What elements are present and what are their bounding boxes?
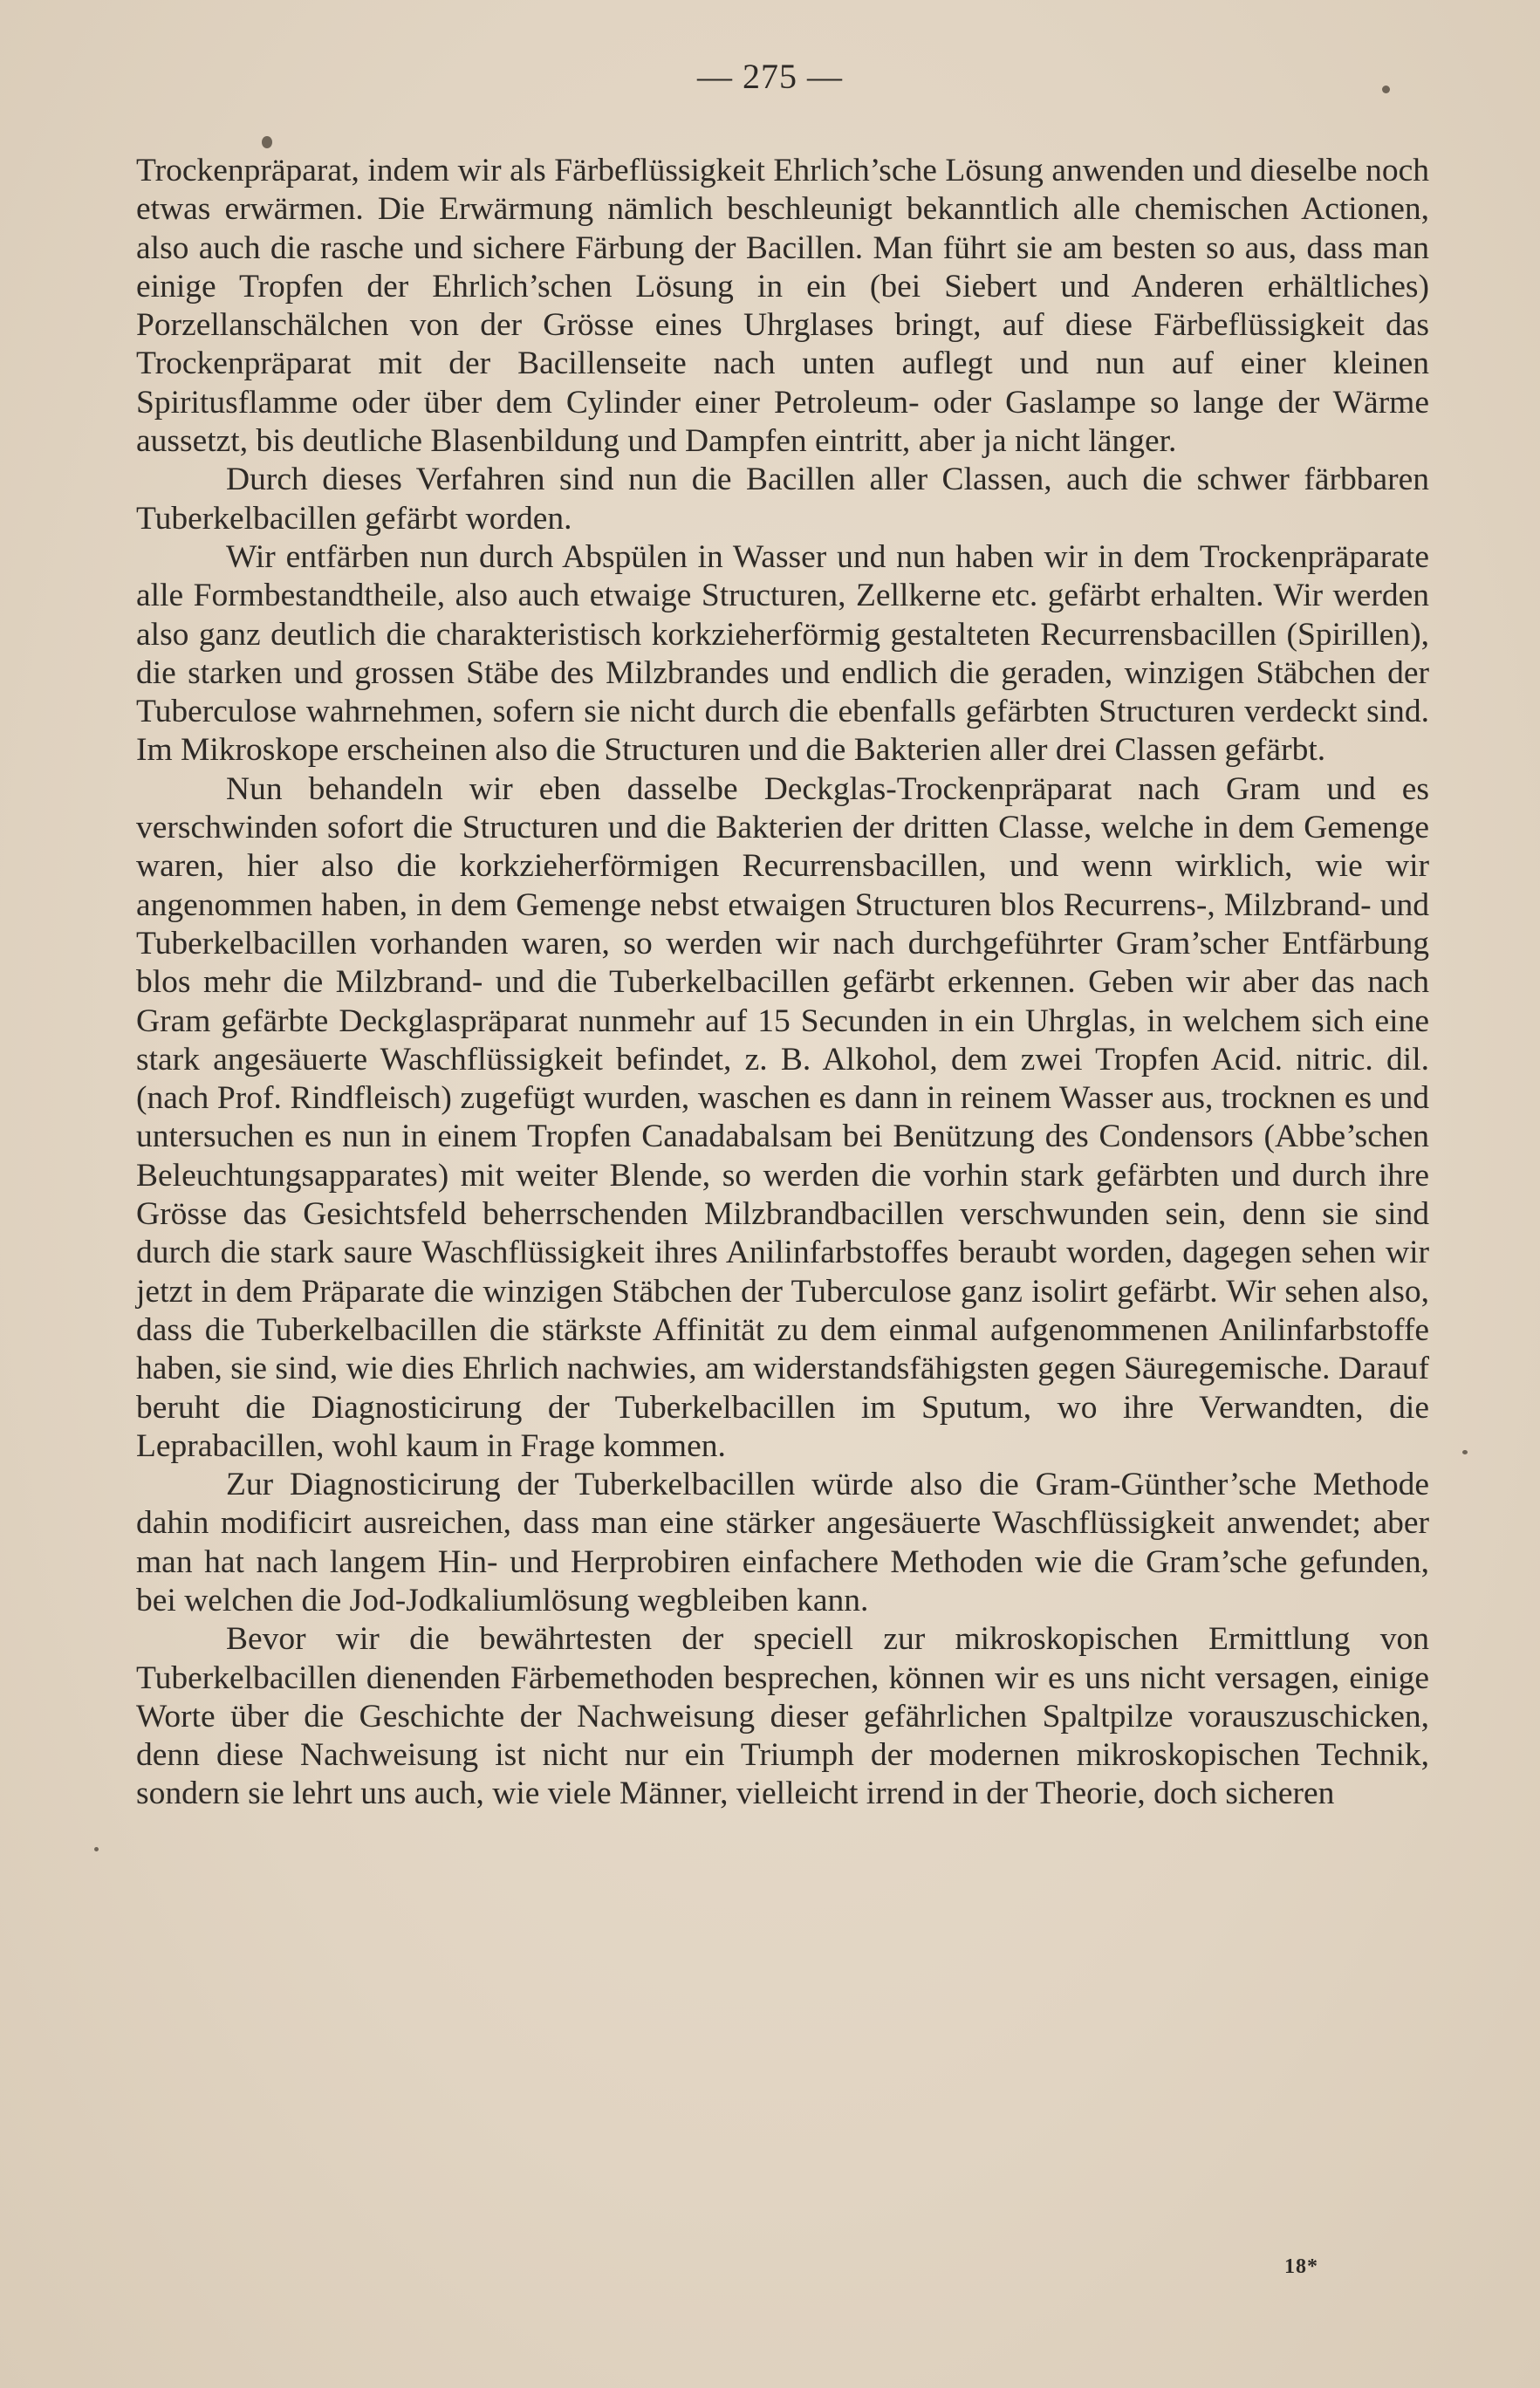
paragraph-2: Durch dieses Verfahren sind nun die Bacillen aller Classen, auch die schwer färbbaren Tuberkelbacillen gefärbt worden. <box>136 462 1429 537</box>
ink-speck <box>262 136 272 148</box>
ink-speck <box>1382 86 1390 93</box>
paragraph-1: Trockenpräparat, indem wir als Färbeflüssigkeit Ehrlich’sche Lösung anwenden und dieselbe noch etwas erwärmen. Die Erwärmung nämlich beschleunigt bekanntlich alle chemischen Actionen, also auch die rasche und sichere Färbung der Bacillen. Man führt sie am besten so aus, dass man einige Tropfen der Ehrlich’schen Lösung in ein (bei Siebert und Anderen erhältliches) Porzellanschälchen von der Grösse eines Uhrglases bringt, auf diese Färbeflüssigkeit das Trockenpräparat mit der Bacillenseite nach unten auflegt und nun auf einer kleinen Spiritusflamme oder über dem Cylinder einer Petroleum- oder Gaslampe so lange der Wärme aussetzt, bis deutliche Blasenbildung und Dampfen eintritt, aber ja nicht länger. <box>136 153 1429 460</box>
paragraph-5: Zur Diagnosticirung der Tuberkelbacillen würde also die Gram-Günther’sche Methode dahin modificirt ausreichen, dass man eine stärker angesäuerte Waschflüssigkeit anwendet; aber man hat nach langem Hin- und Herprobiren einfachere Methoden wie die Gram’sche gefunden, bei welchen die Jod-Jodkaliumlösung wegbleiben kann. <box>136 1467 1429 1618</box>
paragraph-6: Bevor wir die bewährtesten der speciell zur mikroskopischen Ermittlung von Tuberkelbacillen dienenden Färbemethoden besprechen, können wir es uns nicht versagen, einige Worte über die Geschichte der Nachweisung dieser gefährlichen Spaltpilze vorauszuschicken, denn diese Nachweisung ist nicht nur ein Triumph der modernen mikroskopischen Technik, sondern sie lehrt uns auch, wie viele Männer, vielleicht irrend in der Theorie, doch sicheren <box>136 1621 1429 1812</box>
page-number: — 275 — <box>697 57 843 96</box>
page-text <box>136 152 1429 1814</box>
ink-speck <box>94 1847 99 1851</box>
paragraph-4: Nun behandeln wir eben dasselbe Deckglas-Trockenpräparat nach Gram und es verschwinden sofort die Structuren und die Bakterien der dritten Classe, welche in dem Gemenge waren, hier also die korkzieherförmigen Recurrensbacillen, und wenn wirklich, wie wir angenommen haben, in dem Gemenge nebst etwaigen Structuren blos Recurrens-, Milzbrand- und Tuberkelbacillen vorhanden waren, so werden wir nach durchgeführter Gram’scher Entfärbung blos mehr die Milzbrand- und die Tuberkelbacillen gefärbt erkennen. Geben wir aber das nach Gram gefärbte Deckglaspräparat nunmehr auf 15 Secunden in ein Uhrglas, in welchem sich eine stark angesäuerte Waschflüssigkeit befindet, z. B. Alkohol, dem zwei Tropfen Acid. nitric. dil. (nach Prof. Rindfleisch) zugefügt wurden, waschen es dann in reinem Wasser aus, trocknen es und untersuchen es nun in einem Tropfen Canadabalsam bei Benützung des Condensors (Abbe’schen Beleuchtungsapparates) mit weiter Blende, so werden die vorhin stark gefärbten und durch ihre Grösse das Gesichtsfeld beherrschenden Milzbrandbacillen verschwunden sein, denn sie sind durch die stark saure Waschflüssigkeit ihres Anilinfarbstoffes beraubt worden, dagegen sehen wir jetzt in dem Präparate die winzigen Stäbchen der Tuberculose ganz isolirt gefärbt. Wir sehen also, dass die Tuberkelbacillen die stärkste Affinität zu dem einmal aufgenommenen Anilinfarbstoffe haben, sie sind, wie dies Ehrlich nachwies, am widerstandsfähigsten gegen Säuregemische. Darauf beruht die Diagnosticirung der Tuberkelbacillen im Sputum, wo ihre Verwandten, die Leprabacillen, wohl kaum in Frage kommen. <box>136 770 1429 1464</box>
paragraph-3: Wir entfärben nun durch Abspülen in Wasser und nun haben wir in dem Trockenpräparate alle Formbestandtheile, also auch etwaige Structuren, Zellkerne etc. gefärbt erhalten. Wir werden also ganz deutlich die charakteristisch korkzieherförmig gestalteten Recurrensbacillen (Spirillen), die starken und grossen Stäbe des Milzbrandes und endlich die geraden, winzigen Stäbchen der Tuberculose wahrnehmen, sofern sie nicht durch die ebenfalls gefärbten Structuren verdeckt sind. Im Mikroskope erscheinen also die Structuren und die Bakterien aller drei Classen gefärbt. <box>136 538 1429 769</box>
ink-speck <box>1462 1450 1468 1454</box>
signature-mark: 18* <box>1284 2255 1318 2278</box>
